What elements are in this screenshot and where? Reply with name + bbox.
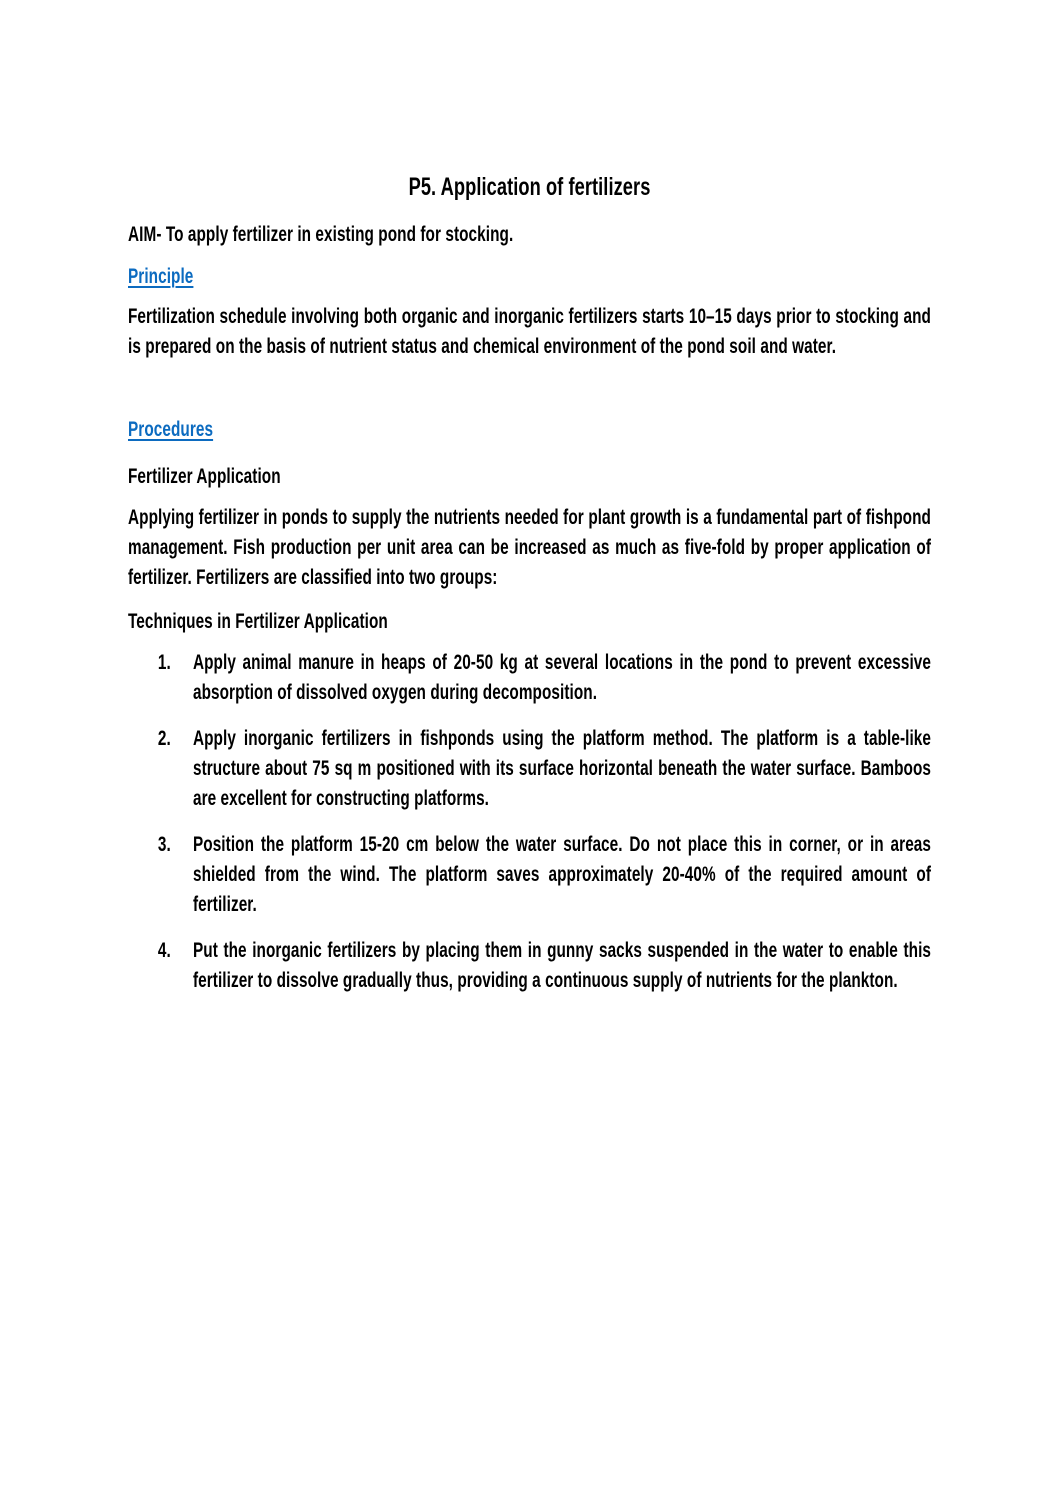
step-number: 3. [157, 833, 171, 856]
step-item-3 [128, 830, 931, 920]
document-content [128, 170, 931, 1012]
step-number: 2. [157, 727, 171, 750]
techniques-subheading: Techniques in Fertilizer Application [128, 610, 388, 633]
step-text: Position the platform 15-20 cm below the water surface. Do not place this in corner, or in areas shielded from the wind. The platform saves approximately 20-40% of the required amount of fertilizer. [192, 833, 932, 916]
principle-paragraph: Fertilization schedule involving both organic and inorganic fertilizers starts 10–15 days prior to stocking and is prepared on the basis of nutrient status and chemical environment of the pond soil and water. [128, 305, 931, 358]
principle-heading: Principle [128, 265, 194, 288]
page-title: P5. Application of fertilizers [408, 173, 651, 201]
step-text: Apply animal manure in heaps of 20-50 kg at several locations in the pond to prevent excessive absorption of dissolved oxygen during decomposition. [192, 651, 932, 704]
step-text: Put the inorganic fertilizers by placing them in gunny sacks suspended in the water to enable this fertilizer to dissolve gradually thus, providing a continuous supply of nutrients for the plankton. [192, 939, 932, 992]
step-number: 1. [157, 651, 171, 674]
procedures-paragraph: Applying fertilizer in ponds to supply the nutrients needed for plant growth is a fundamental part of fishpond management. Fish production per unit area can be increased as much as five-fold by proper application of fertilizer. Fertilizers are classified into two groups: [128, 506, 931, 589]
aim-statement: AIM- To apply fertilizer in existing pond for stocking. [128, 223, 514, 246]
procedures-heading: Procedures [128, 418, 214, 441]
step-number: 4. [157, 939, 171, 962]
techniques-list [128, 648, 931, 996]
step-item-4 [128, 936, 931, 996]
fertilizer-application-subheading: Fertilizer Application [128, 465, 281, 488]
step-item-1 [128, 648, 931, 708]
step-text: Apply inorganic fertilizers in fishponds using the platform method. The platform is a table-like structure about 75 sq m positioned with its surface horizontal beneath the water surface. Bamboos are excellent for constructing platforms. [192, 727, 932, 810]
step-item-2 [128, 724, 931, 814]
